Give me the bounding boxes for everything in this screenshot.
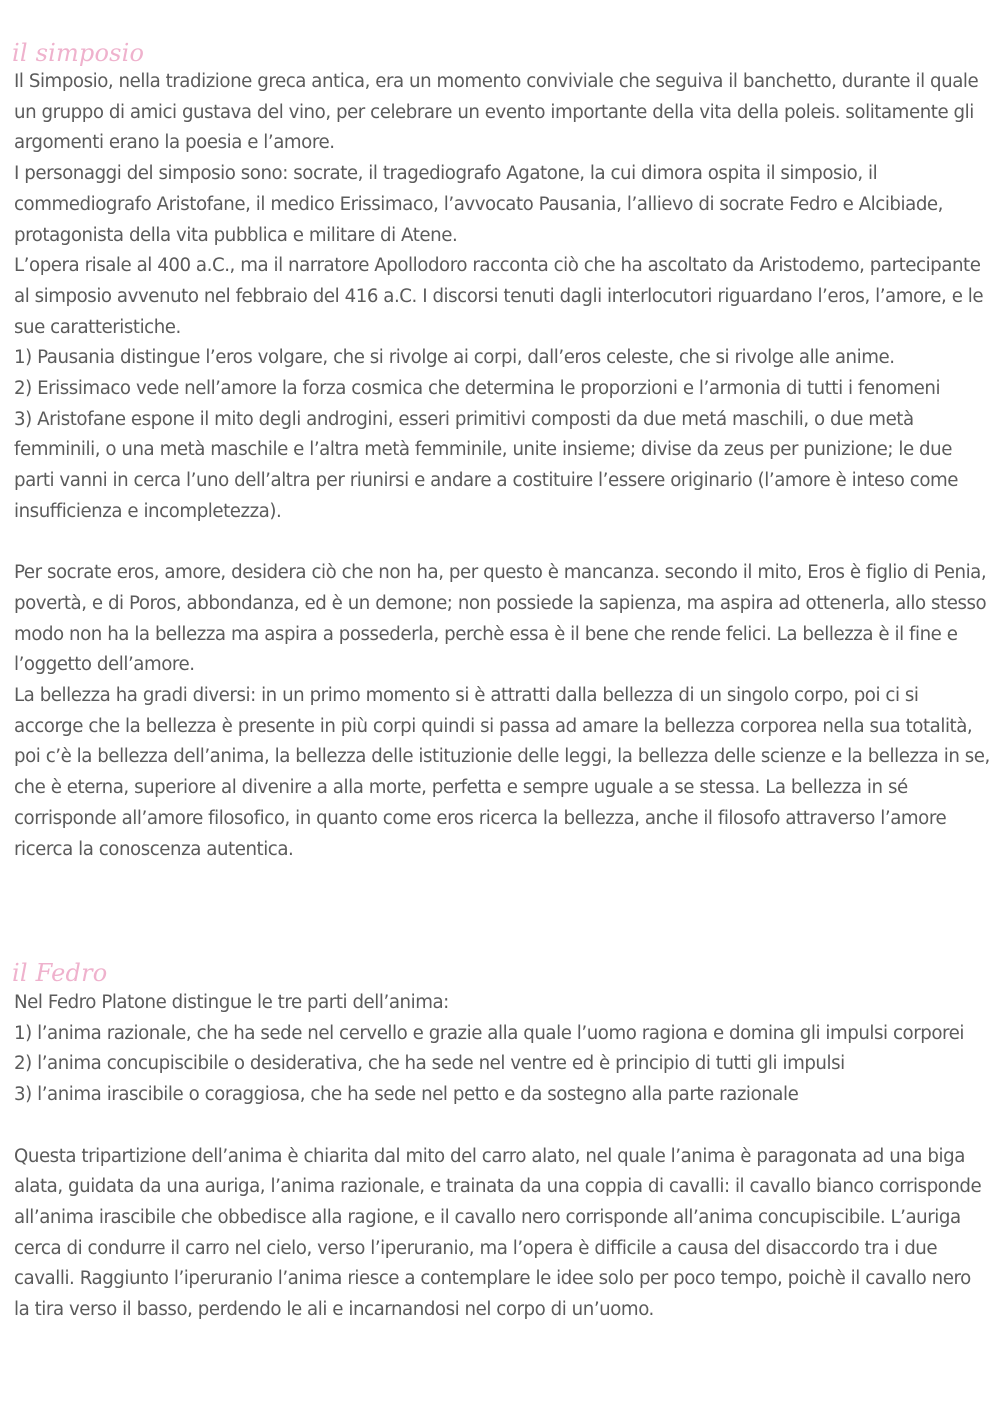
section-fedro — [14, 988, 990, 1326]
paragraph-characters: I personaggi del simposio sono: socrate, il tragediografo Agatone, la cui dimora ospita il simposio, il commediografo Aristofane, il medico Erissimaco, l’avvocato Pausania, l’allievo di socrate Fedro e Alcibiade, protagonista della vita pubblica e militare di Atene. — [14, 163, 943, 246]
list-item-aristofane: 3) Aristofane espone il mito degli androgini, esseri primitivi composti da due metá maschili, o due metà femminili, o una metà maschile e l’altra metà femminile, unite insieme; divise da zeus per punizione; le due parti vanni in cerca l’uno dell’altra per riunirsi e andare a costituire l’essere originario (l’amore è inteso come insufficienza e incompletezza). — [14, 408, 958, 522]
paragraph-intro: Il Simposio, nella tradizione greca antica, era un momento conviviale che seguiva il banchetto, durante il quale un gruppo di amici gustava del vino, per celebrare un evento importante della vita della poleis. solitamente gli argomenti erano la poesia e l’amore. — [14, 71, 979, 154]
section-simposio — [14, 67, 990, 865]
paragraph-spacer — [14, 1111, 990, 1142]
list-item-anima-concupiscibile: 2) l’anima concupiscibile o desiderativa, che ha sede nel ventre ed è principio di tutti gli impulsi — [14, 1053, 845, 1075]
section-title-simposio: il simposio — [12, 39, 145, 67]
section-title-fedro: il Fedro — [12, 959, 108, 987]
list-item-pausania: 1) Pausania distingue l’eros volgare, che si rivolge ai corpi, dall’eros celeste, che si rivolge alle anime. — [14, 347, 895, 369]
paragraph-bellezza: La bellezza ha gradi diversi: in un primo momento si è attratti dalla bellezza di un singolo corpo, poi ci si accorge che la bellezza è presente in più corpi quindi si passa ad amare la bellezza corporea nella sua totalità, poi c’è la bellezza dell’anima, la bellezza delle istituzionie delle leggi, la bellezza delle scienze e la bellezza in se, che è eterna, superiore al divenire a alla morte, perfetta e sempre uguale a se stessa. La bellezza in sé corrisponde all’amore filosofico, in quanto come eros ricerca la bellezza, anche il filosofo attraverso l’amore ricerca la conoscenza autentica. — [14, 685, 990, 860]
paragraph-carro-alato: Questa tripartizione dell’anima è chiarita dal mito del carro alato, nel quale l’anima è paragonata ad una biga alata, guidata da una auriga, l’anima razionale, e trainata da una coppia di cavalli: il cavallo bianco corrisponde all’anima irascibile che obbedisce alla ragione, e il cavallo nero corrisponde all’anima concupiscibile. L’auriga cerca di condurre il carro nel cielo, verso l’iperuranio, ma l’opera è difficile a causa del disaccordo tra i due cavalli. Raggiunto l’iperuranio l’anima riesce a contemplare le idee solo per poco tempo, poichè il cavallo nero la tira verso il basso, perdendo le ali e incarnandosi nel corpo di un’uomo. — [14, 1145, 982, 1321]
paragraph-spacer — [14, 528, 990, 559]
paragraph-fedro-intro: Nel Fedro Platone distingue le tre parti dell’anima: — [14, 992, 449, 1013]
list-item-anima-irascibile: 3) l’anima irascibile o coraggiosa, che ha sede nel petto e da sostegno alla parte razionale — [14, 1084, 799, 1106]
paragraph-dating: L’opera risale al 400 a.C., ma il narratore Apollodoro racconta ciò che ha ascoltato da Aristodemo, partecipante al simposio avvenuto nel febbraio del 416 a.C. I discorsi tenuti dagli interlocutori riguardano l’eros, l’amore, e le sue caratteristiche. — [14, 255, 984, 338]
list-item-anima-razionale: 1) l’anima razionale, che ha sede nel cervello e grazie alla quale l’uomo ragiona e domina gli impulsi corporei — [14, 1022, 964, 1044]
list-item-erissimaco: 2) Erissimaco vede nell’amore la forza cosmica che determina le proporzioni e l’armonia di tutti i fenomeni — [14, 378, 941, 400]
paragraph-socrate: Per socrate eros, amore, desidera ciò che non ha, per questo è mancanza. secondo il mito, Eros è figlio di Penia, povertà, e di Poros, abbondanza, ed è un demone; non possiede la sapienza, ma aspira ad ottenerla, allo stesso modo non ha la bellezza ma aspira a possederla, perchè essa è il bene che rende felici. La bellezza è il fine e l’oggetto dell’amore. — [14, 562, 987, 676]
